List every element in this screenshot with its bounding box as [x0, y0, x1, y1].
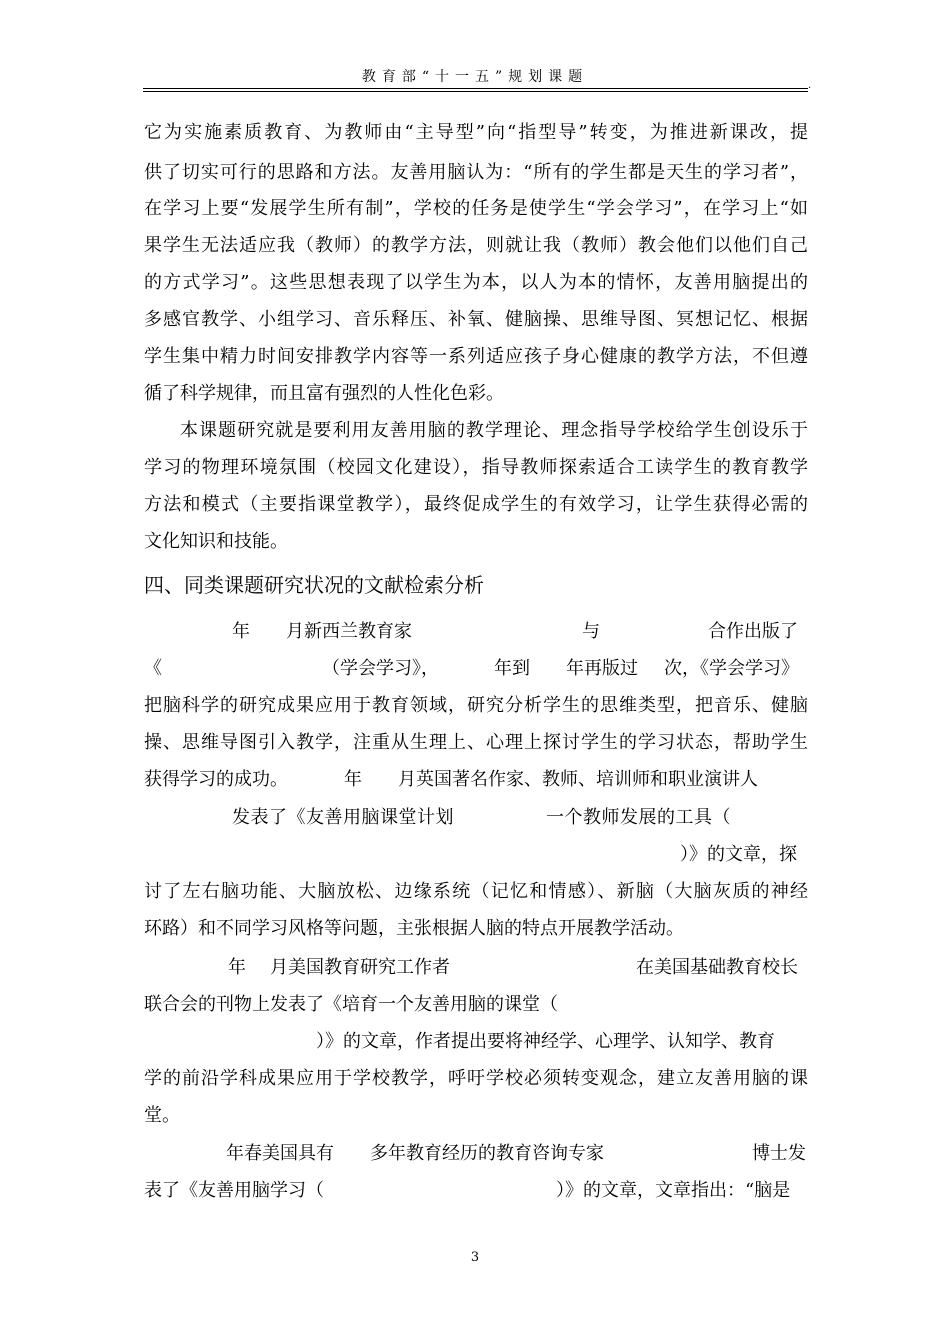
text-segment: 年春美国具有 [226, 1143, 334, 1164]
text-line: 在学习上要“发展学生所有制”，学校的任务是使学生“学会学习”，在学习上“如 [144, 198, 808, 219]
text-line: 多感官教学、小组学习、音乐释压、补氧、健脑操、思维导图、冥想记忆、根据 [144, 309, 808, 330]
text-segment: 多年教育经历的教育咨询专家 [370, 1143, 604, 1164]
text-segment: 发表了《友善用脑课堂计划 [232, 807, 454, 828]
text-segment: 合作出版了 [708, 621, 798, 642]
text-segment: 与 [582, 621, 600, 642]
header-rule [143, 88, 808, 92]
text-line: 讨了左右脑功能、大脑放松、边缘系统（记忆和情感）、新脑（大脑灰质的神经 [144, 881, 808, 902]
text-segment: 月英国著名作家、教师、培训师和职业演讲人 [398, 769, 758, 790]
text-line: 学生集中精力时间安排教学内容等一系列适应孩子身心健康的教学方法，不但遵 [144, 346, 808, 367]
text-segment: ）》的文章，探 [680, 844, 797, 865]
text-segment: 《 [144, 658, 162, 679]
text-line: 方法和模式（主要指课堂教学），最终促成学生的有效学习，让学生获得必需的 [144, 494, 808, 515]
text-segment: 月美国教育研究工作者 [270, 957, 450, 978]
text-segment: 次，《学会学习》 [664, 658, 799, 679]
text-line: 它为实施素质教育、为教师由“主导型”向“指型导”转变，为推进新课改，提 [144, 122, 808, 143]
running-header-title: 教育部“十一五”规划课题 [361, 69, 589, 85]
text-line: 操、思维导图引入教学，注重从生理上、心理上探讨学生的学习状态，帮助学生 [144, 732, 808, 753]
text-line: 文化知识和技能。 [144, 531, 288, 552]
text-segment: 月新西兰教育家 [286, 621, 412, 642]
text-line: 堂。 [144, 1105, 180, 1126]
text-line: 学习的物理环境氛围（校园文化建设），指导教师探索适合工读学生的教育教学 [144, 457, 808, 478]
header-mark: . [808, 80, 812, 91]
text-segment: 年 [344, 769, 362, 790]
text-segment: 年 [228, 957, 246, 978]
text-segment: ）》的文章，文章指出：“脑是 [556, 1180, 791, 1201]
text-segment: 获得学习的成功。 [144, 769, 288, 790]
text-segment: 在美国基础教育校长 [636, 957, 798, 978]
text-segment: （学会学习》， [322, 658, 439, 679]
text-segment: 表了《友善用脑学习（ [144, 1180, 324, 1201]
text-segment: 年到 [494, 658, 530, 679]
section-heading: 四、同类课题研究状况的文献检索分析 [144, 573, 484, 597]
text-line: 的方式学习”。这些思想表现了以学生为本，以人为本的情怀，友善用脑提出的 [144, 272, 808, 293]
text-segment: 一个教师发展的工具（ [546, 807, 731, 828]
text-segment: ）》的文章，作者提出要将神经学、心理学、认知学、教育 [316, 1031, 775, 1052]
text-line: 本课题研究就是要利用友善用脑的教学理论、理念指导学校给学生创设乐于 [180, 420, 808, 441]
text-line: 把脑科学的研究成果应用于教育领域，研究分析学生的思维类型，把音乐、健脑 [144, 695, 808, 716]
text-line: 循了科学规律，而且富有强烈的人性化色彩。 [144, 383, 504, 404]
text-segment: 联合会的刊物上发表了《培育一个友善用脑的课堂（ [144, 994, 558, 1015]
text-line: 果学生无法适应我（教师）的教学方法，则就让我（教师）教会他们以他们自己 [144, 235, 808, 256]
text-segment: 年 [232, 621, 250, 642]
text-line: 环路）和不同学习风格等问题，主张根据人脑的特点开展教学活动。 [144, 918, 684, 939]
text-segment: 年再版过 [566, 658, 638, 679]
text-segment: 博士发 [752, 1143, 806, 1164]
page-number: 3 [470, 1250, 480, 1265]
text-line: 供了切实可行的思路和方法。友善用脑认为：“所有的学生都是天生的学习者”， [144, 162, 808, 183]
text-line: 学的前沿学科成果应用于学校教学，呼吁学校必须转变观念，建立友善用脑的课 [144, 1068, 808, 1089]
